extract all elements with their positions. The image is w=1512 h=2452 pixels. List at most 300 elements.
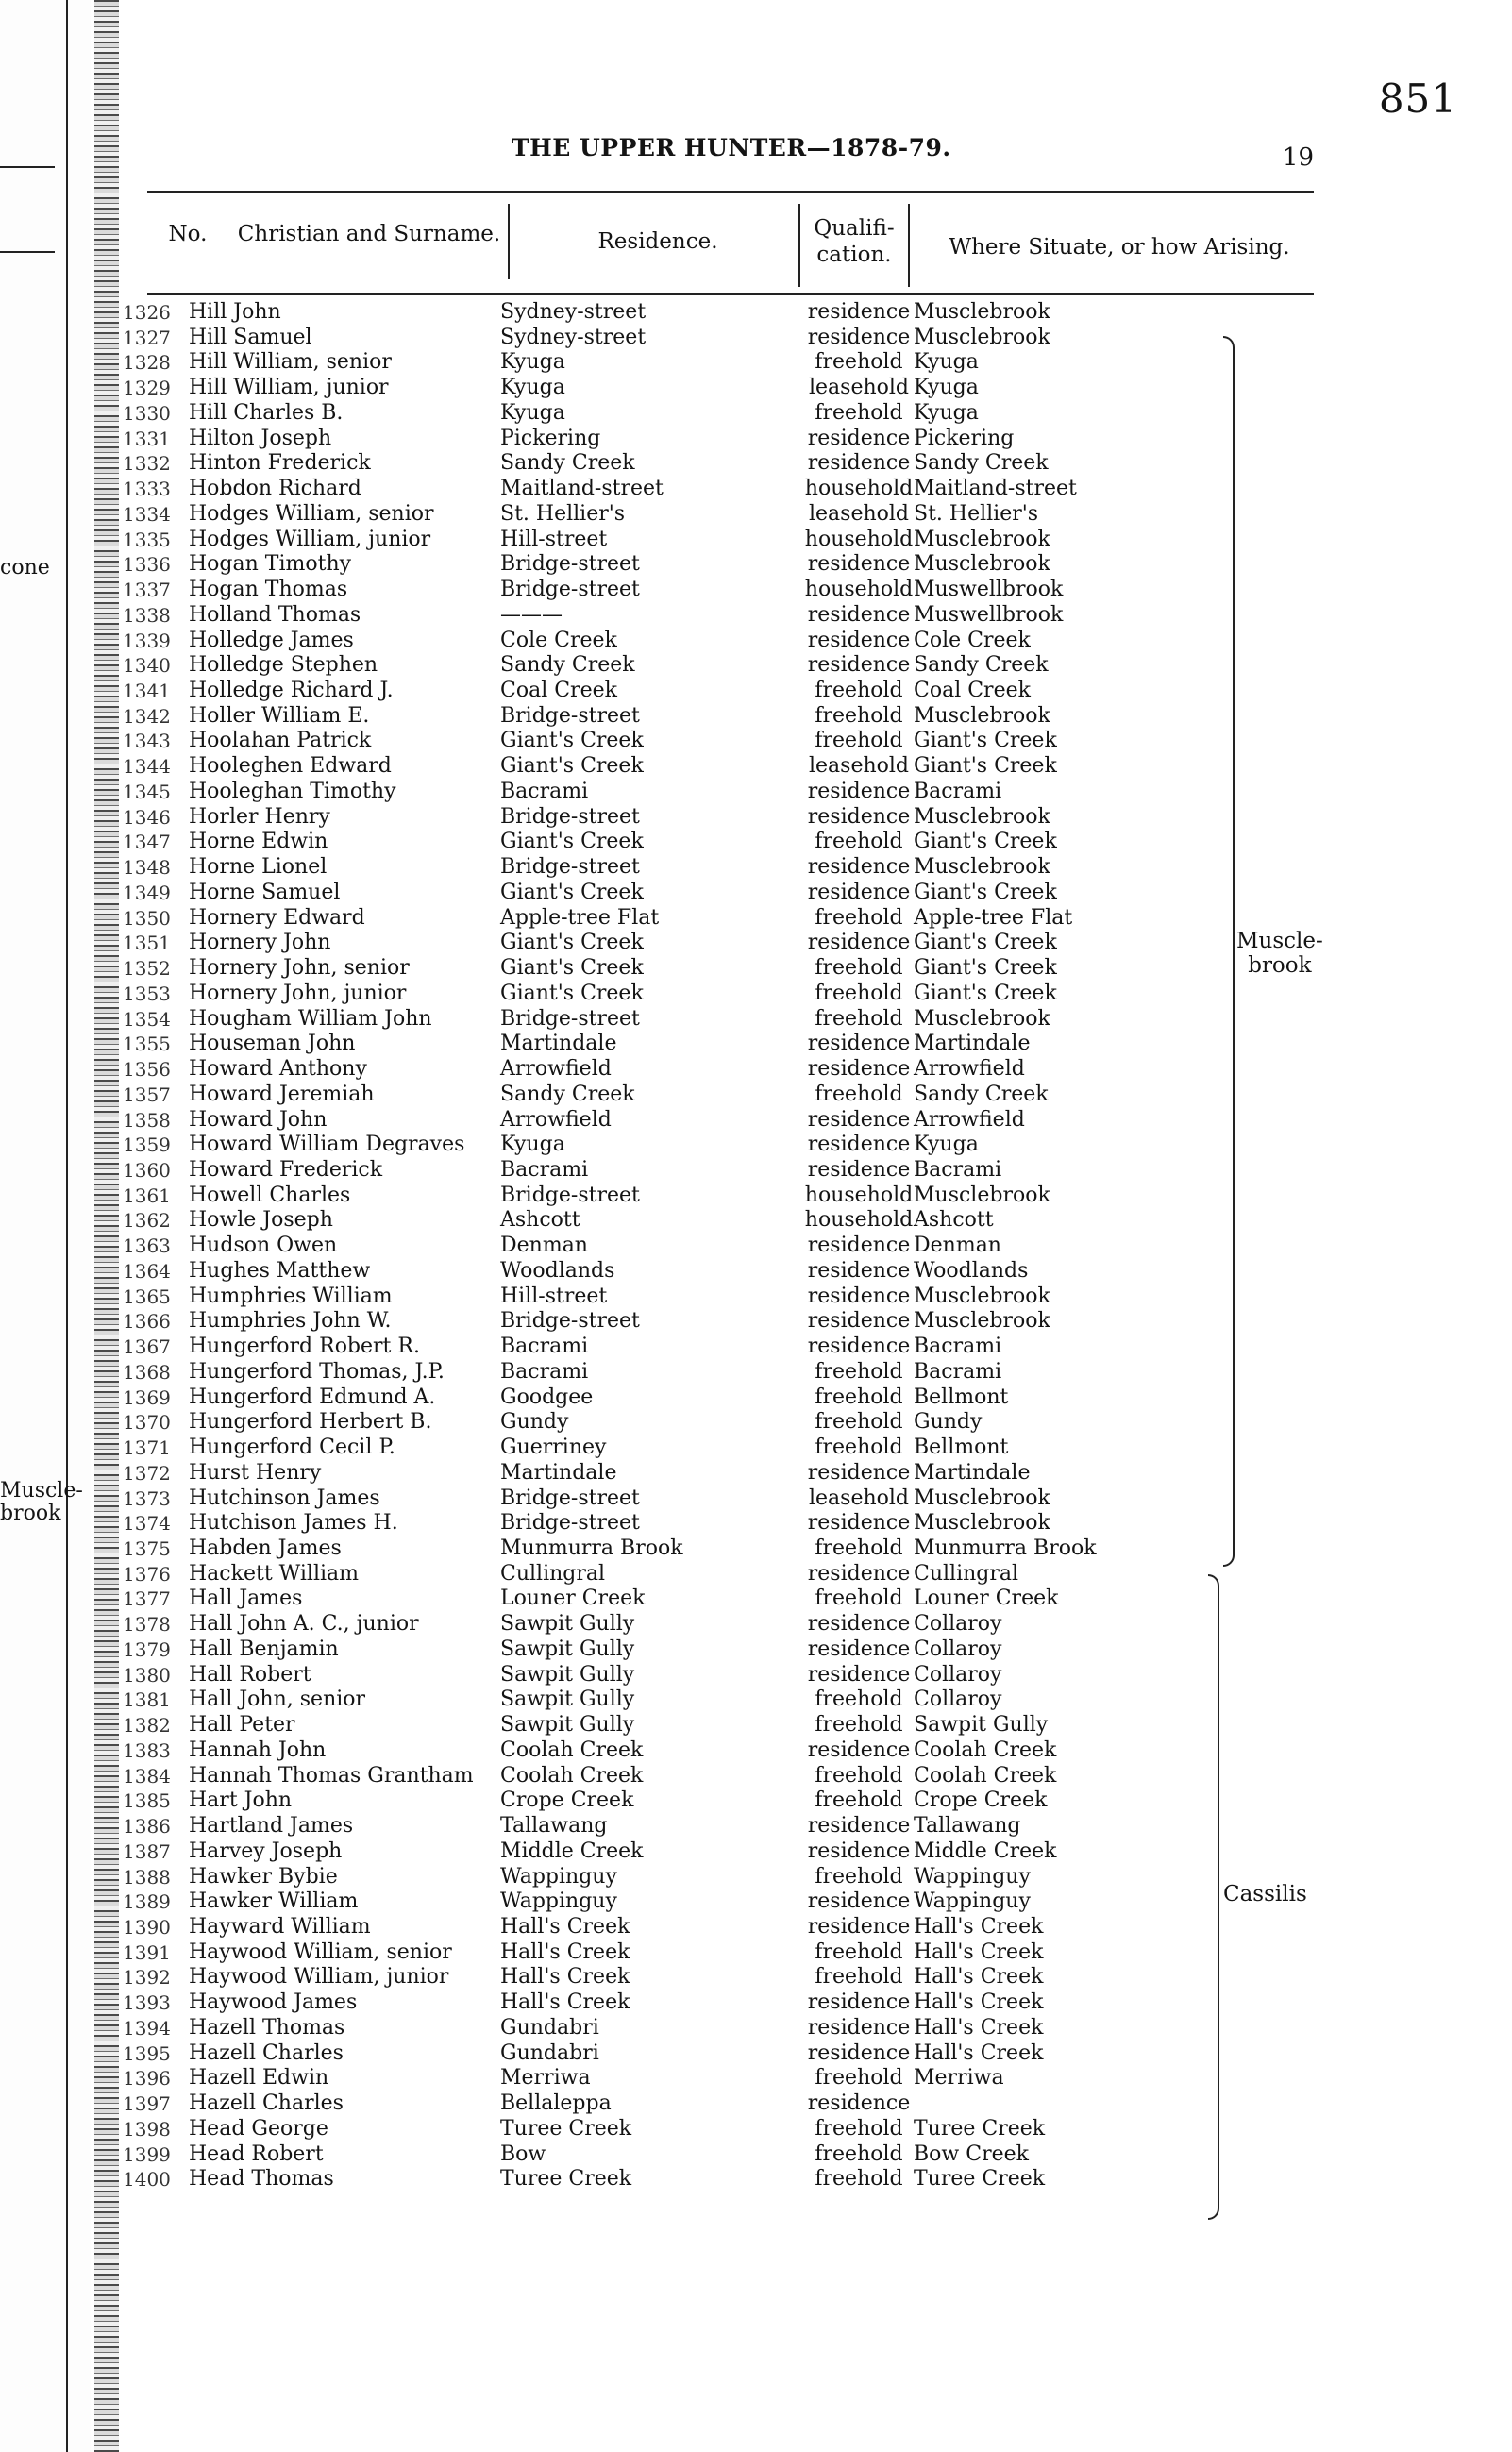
entry-where-situate: Kyuga xyxy=(914,400,979,425)
table-row xyxy=(123,1713,1350,1738)
entry-number: 1376 xyxy=(123,1562,171,1586)
entry-qualification: freehold xyxy=(815,905,903,930)
entry-where-situate: Cole Creek xyxy=(914,628,1031,652)
entry-qualification: residence xyxy=(807,300,911,324)
entry-residence: Middle Creek xyxy=(500,1839,644,1863)
entry-qualification: residence xyxy=(807,1234,911,1258)
entry-where-situate: Coal Creek xyxy=(914,679,1031,703)
entry-name: Hutchison James H. xyxy=(189,1511,398,1536)
previous-page-rule xyxy=(0,251,55,253)
entry-residence: Munmurra Brook xyxy=(500,1536,683,1560)
entry-qualification: freehold xyxy=(815,1410,903,1435)
entry-qualification: freehold xyxy=(815,1789,903,1813)
entry-where-situate: Martindale xyxy=(914,1032,1031,1056)
entry-residence: Sandy Creek xyxy=(500,653,635,678)
entry-qualification: residence xyxy=(807,880,911,904)
entry-number: 1396 xyxy=(123,2067,171,2091)
col-header-where: Where Situate, or how Arising. xyxy=(949,235,1290,260)
entry-number: 1345 xyxy=(123,780,171,803)
entry-qualification: residence xyxy=(807,1612,911,1637)
entry-residence: Apple-tree Flat xyxy=(500,905,660,930)
entry-number: 1398 xyxy=(123,2117,171,2141)
entry-where-situate: Hall's Creek xyxy=(914,1940,1044,1964)
entry-name: Hungerford Edmund A. xyxy=(189,1385,436,1409)
table-row xyxy=(123,1133,1350,1158)
entry-residence: Gundabri xyxy=(500,2041,599,2065)
entry-number: 1379 xyxy=(123,1637,171,1661)
entry-residence: Cole Creek xyxy=(500,628,617,652)
entry-number: 1386 xyxy=(123,1815,171,1839)
entry-residence: Bridge-street xyxy=(500,1309,640,1334)
entry-where-situate: Giant's Creek xyxy=(914,981,1057,1005)
entry-number: 1363 xyxy=(123,1234,171,1258)
entry-name: Hornery John, senior xyxy=(189,956,410,981)
table-row xyxy=(123,830,1350,855)
table-row xyxy=(123,2016,1350,2041)
entry-where-situate: Louner Creek xyxy=(914,1587,1059,1611)
entry-name: Hannah John xyxy=(189,1738,327,1762)
entry-name: Haywood William, senior xyxy=(189,1940,452,1964)
entry-qualification: residence xyxy=(807,451,911,476)
entry-residence: Martindale xyxy=(500,1032,617,1056)
entry-number: 1355 xyxy=(123,1033,171,1056)
entry-number: 1393 xyxy=(123,1991,171,2015)
entry-residence: Hall's Creek xyxy=(500,1940,630,1964)
entry-name: Howell Charles xyxy=(189,1183,351,1207)
entry-number: 1369 xyxy=(123,1386,171,1409)
entry-name: Hazell Charles xyxy=(189,2041,344,2065)
entry-name: Hannah Thomas Grantham xyxy=(189,1763,474,1788)
entry-number: 1331 xyxy=(123,427,171,450)
entry-where-situate: Coolah Creek xyxy=(914,1763,1057,1788)
table-row xyxy=(123,1259,1350,1285)
entry-qualification: household xyxy=(804,1183,914,1207)
entry-where-situate: Crope Creek xyxy=(914,1789,1048,1813)
entry-residence: Martindale xyxy=(500,1460,617,1485)
entry-number: 1380 xyxy=(123,1663,171,1687)
table-row xyxy=(123,1663,1350,1688)
entry-name: Holler William E. xyxy=(189,703,370,728)
entry-name: Hobdon Richard xyxy=(189,477,361,501)
entry-name: Howard Jeremiah xyxy=(189,1082,375,1106)
entry-residence: Giant's Creek xyxy=(500,981,644,1005)
table-row xyxy=(123,1511,1350,1537)
entry-qualification: leasehold xyxy=(808,376,909,400)
entry-name: Hungerford Robert R. xyxy=(189,1335,420,1359)
entry-number: 1389 xyxy=(123,1890,171,1914)
entry-where-situate: Collaroy xyxy=(914,1612,1002,1637)
table-row xyxy=(123,528,1350,553)
entry-residence: Giant's Creek xyxy=(500,830,644,854)
entry-residence: Hall's Creek xyxy=(500,1990,630,2015)
entry-name: Hazell Thomas xyxy=(189,2015,345,2040)
entry-name: Hinton Frederick xyxy=(189,451,371,476)
entry-residence: Denman xyxy=(500,1234,588,1258)
table-row xyxy=(123,326,1350,351)
table-row xyxy=(123,1789,1350,1814)
entry-where-situate: Wappinguy xyxy=(914,1889,1031,1914)
entry-where-situate: Maitland-street xyxy=(914,477,1077,501)
entry-qualification: residence xyxy=(807,931,911,955)
table-row xyxy=(123,1587,1350,1612)
table-row xyxy=(123,1234,1350,1259)
table-row xyxy=(123,629,1350,654)
margin-fragment-top: cone xyxy=(0,556,50,579)
entry-where-situate: Kyuga xyxy=(914,350,979,375)
entry-where-situate: Hall's Creek xyxy=(914,2041,1044,2065)
entry-name: Habden James xyxy=(189,1536,342,1560)
entry-number: 1349 xyxy=(123,881,171,904)
entry-number: 1343 xyxy=(123,730,171,753)
entry-where-situate: Cullingral xyxy=(914,1561,1019,1586)
entry-where-situate: Giant's Creek xyxy=(914,956,1057,981)
entry-name: Hart John xyxy=(189,1789,293,1813)
entry-residence: Guerriney xyxy=(500,1436,607,1460)
entry-number: 1374 xyxy=(123,1512,171,1536)
table-row xyxy=(123,552,1350,578)
entry-qualification: household xyxy=(804,527,914,551)
entry-name: Hawker William xyxy=(189,1889,359,1914)
margin-fragment-bottom: Muscle- brook xyxy=(0,1479,83,1525)
entry-where-situate: Musclebrook xyxy=(914,300,1050,324)
entry-qualification: residence xyxy=(807,1990,911,2015)
entry-qualification: freehold xyxy=(815,1763,903,1788)
entry-name: Hurst Henry xyxy=(189,1460,322,1485)
entry-qualification: freehold xyxy=(815,1713,903,1738)
entry-qualification: freehold xyxy=(815,1864,903,1889)
entry-where-situate: Bacrami xyxy=(914,779,1002,803)
group-label-cassilis: Cassilis xyxy=(1223,1882,1307,1906)
entry-number: 1330 xyxy=(123,401,171,425)
entry-residence: Ashcott xyxy=(500,1208,580,1233)
entry-residence: Crope Creek xyxy=(500,1789,634,1813)
entry-number: 1342 xyxy=(123,704,171,728)
entry-number: 1366 xyxy=(123,1310,171,1334)
entry-where-situate: Musclebrook xyxy=(914,527,1050,551)
table-row xyxy=(123,1637,1350,1663)
entry-where-situate: Apple-tree Flat xyxy=(914,905,1073,930)
entry-where-situate: Musclebrook xyxy=(914,1486,1050,1510)
entry-residence: Wappinguy xyxy=(500,1889,617,1914)
entry-name: Hougham William John xyxy=(189,1006,432,1031)
entry-name: Howard John xyxy=(189,1107,328,1132)
entry-number: 1346 xyxy=(123,805,171,829)
entry-qualification: residence xyxy=(807,602,911,627)
entry-number: 1400 xyxy=(123,2168,171,2192)
table-row xyxy=(123,451,1350,477)
entry-where-situate: Musclebrook xyxy=(914,552,1050,577)
entry-where-situate: Musclebrook xyxy=(914,1511,1050,1536)
entry-residence: Hall's Creek xyxy=(500,1965,630,1990)
entry-number: 1394 xyxy=(123,2016,171,2040)
entry-name: Hoolahan Patrick xyxy=(189,729,372,753)
entry-name: Holland Thomas xyxy=(189,602,361,627)
entry-where-situate: Pickering xyxy=(914,426,1015,450)
entry-where-situate: Giant's Creek xyxy=(914,729,1057,753)
entry-qualification: leasehold xyxy=(808,501,909,526)
entry-where-situate: Hall's Creek xyxy=(914,1915,1044,1939)
entry-qualification: leasehold xyxy=(808,1486,909,1510)
entry-residence: Bacrami xyxy=(500,1157,589,1182)
table-row xyxy=(123,1410,1350,1436)
entry-name: Howard William Degraves xyxy=(189,1133,465,1157)
entry-qualification: residence xyxy=(807,1133,911,1157)
entry-where-situate: Sandy Creek xyxy=(914,451,1049,476)
entry-where-situate: Musclebrook xyxy=(914,1183,1050,1207)
entry-residence: Bacrami xyxy=(500,1335,589,1359)
entry-qualification: residence xyxy=(807,1258,911,1283)
table-row xyxy=(123,2066,1350,2091)
entry-residence: ——— xyxy=(500,602,563,627)
entry-where-situate: Bellmont xyxy=(914,1385,1009,1409)
group-bracket-cassilis xyxy=(1208,1574,1219,2220)
entry-residence: Bridge-street xyxy=(500,1006,640,1031)
group-bracket-musclebrook xyxy=(1223,336,1235,1567)
entry-number: 1356 xyxy=(123,1058,171,1082)
table-row xyxy=(123,704,1350,730)
entry-residence: Giant's Creek xyxy=(500,880,644,904)
table-row xyxy=(123,1486,1350,1512)
entry-qualification: residence xyxy=(807,1662,911,1687)
entry-qualification: residence xyxy=(807,1057,911,1082)
entry-number: 1399 xyxy=(123,2142,171,2166)
entry-qualification: freehold xyxy=(815,981,903,1005)
entry-where-situate: St. Hellier's xyxy=(914,501,1039,526)
entry-qualification: residence xyxy=(807,1738,911,1762)
entry-number: 1328 xyxy=(123,351,171,375)
table-row xyxy=(123,1889,1350,1915)
entry-qualification: residence xyxy=(807,1561,911,1586)
entry-residence: Bacrami xyxy=(500,1359,589,1384)
entry-residence: Sawpit Gully xyxy=(500,1688,635,1712)
entry-where-situate: Hall's Creek xyxy=(914,1965,1044,1990)
entry-qualification: freehold xyxy=(815,1965,903,1990)
entry-qualification: residence xyxy=(807,1157,911,1182)
table-row xyxy=(123,1537,1350,1562)
sheet-number: 19 xyxy=(1282,143,1314,172)
entry-residence: Cullingral xyxy=(500,1561,606,1586)
entry-residence: Bridge-street xyxy=(500,855,640,880)
entry-number: 1334 xyxy=(123,502,171,526)
entry-number: 1339 xyxy=(123,629,171,652)
entry-name: Hawker Bybie xyxy=(189,1864,338,1889)
entry-name: Houseman John xyxy=(189,1032,356,1056)
entry-where-situate: Arrowfield xyxy=(914,1107,1025,1132)
table-row xyxy=(123,1208,1350,1234)
table-row xyxy=(123,1839,1350,1865)
entry-residence: Bridge-street xyxy=(500,703,640,728)
page-title: THE UPPER HUNTER—1878-79. xyxy=(512,134,951,161)
entry-where-situate: Musclebrook xyxy=(914,325,1050,349)
previous-page-rule xyxy=(0,166,55,168)
entry-where-situate: Denman xyxy=(914,1234,1001,1258)
entry-residence: Sandy Creek xyxy=(500,451,635,476)
entry-residence: Sawpit Gully xyxy=(500,1713,635,1738)
entry-qualification: residence xyxy=(807,1032,911,1056)
entry-where-situate: Merriwa xyxy=(914,2066,1004,2091)
table-row xyxy=(123,1562,1350,1587)
entry-number: 1327 xyxy=(123,326,171,349)
entry-residence: Sawpit Gully xyxy=(500,1662,635,1687)
entry-residence: Turee Creek xyxy=(500,2116,632,2141)
entry-name: Horne Edwin xyxy=(189,830,328,854)
entry-number: 1368 xyxy=(123,1360,171,1384)
table-row xyxy=(123,956,1350,982)
binding-edge xyxy=(94,0,119,2452)
column-divider xyxy=(908,204,910,287)
entry-where-situate: Musclebrook xyxy=(914,804,1050,829)
entry-where-situate: Gundy xyxy=(914,1410,983,1435)
entry-residence: Hall's Creek xyxy=(500,1915,630,1939)
entry-qualification: freehold xyxy=(815,2167,903,2192)
entry-qualification: residence xyxy=(807,1814,911,1839)
entry-qualification: household xyxy=(804,578,914,602)
entry-qualification: residence xyxy=(807,779,911,803)
table-row xyxy=(123,1007,1350,1033)
table-row xyxy=(123,729,1350,754)
entry-residence: Kyuga xyxy=(500,1133,565,1157)
entry-qualification: freehold xyxy=(815,679,903,703)
table-row xyxy=(123,578,1350,603)
table-row xyxy=(123,2142,1350,2168)
entry-residence: Giant's Creek xyxy=(500,931,644,955)
entry-qualification: freehold xyxy=(815,956,903,981)
entry-name: Head Thomas xyxy=(189,2167,334,2192)
entry-residence: Sydney-street xyxy=(500,325,647,349)
header-top-rule xyxy=(147,191,1314,193)
table-row xyxy=(123,1814,1350,1839)
entry-name: Hogan Timothy xyxy=(189,552,352,577)
entry-qualification: residence xyxy=(807,2015,911,2040)
entry-name: Haywood William, junior xyxy=(189,1965,449,1990)
entry-where-situate: Turee Creek xyxy=(914,2116,1046,2141)
entry-number: 1354 xyxy=(123,1007,171,1031)
entry-number: 1390 xyxy=(123,1916,171,1939)
entry-number: 1378 xyxy=(123,1613,171,1637)
entry-residence: Kyuga xyxy=(500,376,565,400)
entry-name: Hayward William xyxy=(189,1915,371,1939)
page-number: 851 xyxy=(1378,76,1457,122)
table-row xyxy=(123,1032,1350,1057)
entry-where-situate: Hall's Creek xyxy=(914,2015,1044,2040)
entry-where-situate: Collaroy xyxy=(914,1637,1002,1661)
entry-number: 1395 xyxy=(123,2041,171,2065)
entry-name: Howard Frederick xyxy=(189,1157,383,1182)
entry-residence: Gundy xyxy=(500,1410,569,1435)
table-row xyxy=(123,1940,1350,1966)
entry-number: 1347 xyxy=(123,831,171,854)
entry-name: Hazell Charles xyxy=(189,2091,344,2116)
entry-qualification: freehold xyxy=(815,1536,903,1560)
entry-where-situate: Collaroy xyxy=(914,1662,1002,1687)
entry-where-situate: Tallawang xyxy=(914,1814,1021,1839)
entry-number: 1336 xyxy=(123,553,171,577)
entry-name: Hall John A. C., junior xyxy=(189,1612,419,1637)
entry-residence: Hill-street xyxy=(500,527,608,551)
entry-number: 1351 xyxy=(123,932,171,955)
entry-residence: Sydney-street xyxy=(500,300,647,324)
entry-number: 1370 xyxy=(123,1411,171,1435)
entry-number: 1385 xyxy=(123,1789,171,1813)
entry-where-situate: Coolah Creek xyxy=(914,1738,1057,1762)
entry-where-situate: Collaroy xyxy=(914,1688,1002,1712)
entry-where-situate: Wappinguy xyxy=(914,1864,1031,1889)
entry-name: Horne Lionel xyxy=(189,855,328,880)
entry-where-situate: Woodlands xyxy=(914,1258,1029,1283)
entry-name: Hodges William, senior xyxy=(189,501,434,526)
table-row xyxy=(123,653,1350,679)
entry-number: 1392 xyxy=(123,1966,171,1990)
entry-where-situate: Hall's Creek xyxy=(914,1990,1044,2015)
entry-name: Hornery John xyxy=(189,931,331,955)
entry-where-situate: Martindale xyxy=(914,1460,1031,1485)
entry-residence: Arrowfield xyxy=(500,1057,612,1082)
entry-qualification: residence xyxy=(807,1915,911,1939)
header-bottom-rule xyxy=(147,293,1314,295)
table-row xyxy=(123,2091,1350,2117)
entry-residence: Tallawang xyxy=(500,1814,608,1839)
entry-qualification: residence xyxy=(807,1309,911,1334)
entry-qualification: residence xyxy=(807,2041,911,2065)
entry-qualification: residence xyxy=(807,552,911,577)
entry-residence: Bridge-street xyxy=(500,1486,640,1510)
entry-qualification: freehold xyxy=(815,350,903,375)
entry-name: Hall James xyxy=(189,1587,303,1611)
table-row xyxy=(123,754,1350,780)
table-row xyxy=(123,1083,1350,1108)
table-row xyxy=(123,855,1350,881)
entry-residence: Arrowfield xyxy=(500,1107,612,1132)
entry-name: Hill Samuel xyxy=(189,325,312,349)
entry-name: Holledge Stephen xyxy=(189,653,378,678)
entry-number: 1391 xyxy=(123,1940,171,1964)
entry-number: 1358 xyxy=(123,1108,171,1132)
entry-residence: Kyuga xyxy=(500,350,565,375)
entry-qualification: freehold xyxy=(815,1385,903,1409)
table-row xyxy=(123,1436,1350,1461)
entry-qualification: freehold xyxy=(815,400,903,425)
entry-residence: Sawpit Gully xyxy=(500,1637,635,1661)
entry-number: 1341 xyxy=(123,680,171,703)
entry-number: 1365 xyxy=(123,1285,171,1308)
entry-qualification: household xyxy=(804,1208,914,1233)
table-row xyxy=(123,1184,1350,1209)
entry-qualification: residence xyxy=(807,1889,911,1914)
entry-qualification: freehold xyxy=(815,2066,903,2091)
entry-number: 1360 xyxy=(123,1158,171,1182)
table-row xyxy=(123,2167,1350,2192)
column-divider xyxy=(798,204,800,287)
entry-residence: Maitland-street xyxy=(500,477,664,501)
entry-qualification: freehold xyxy=(815,830,903,854)
entry-name: Hornery Edward xyxy=(189,905,365,930)
entry-where-situate: Arrowfield xyxy=(914,1057,1025,1082)
table-row xyxy=(123,1057,1350,1083)
entry-where-situate: Sandy Creek xyxy=(914,1082,1049,1106)
entry-where-situate: Bacrami xyxy=(914,1157,1002,1182)
entry-qualification: residence xyxy=(807,426,911,450)
col-header-no: No. xyxy=(168,222,208,246)
entry-residence: Giant's Creek xyxy=(500,754,644,779)
entry-qualification: residence xyxy=(807,1107,911,1132)
entry-qualification: freehold xyxy=(815,2141,903,2166)
entry-where-situate: Muswellbrook xyxy=(914,602,1064,627)
entry-number: 1338 xyxy=(123,603,171,627)
entry-where-situate: Sandy Creek xyxy=(914,653,1049,678)
entry-name: Hackett William xyxy=(189,1561,359,1586)
entry-number: 1381 xyxy=(123,1688,171,1712)
table-row xyxy=(123,1285,1350,1310)
